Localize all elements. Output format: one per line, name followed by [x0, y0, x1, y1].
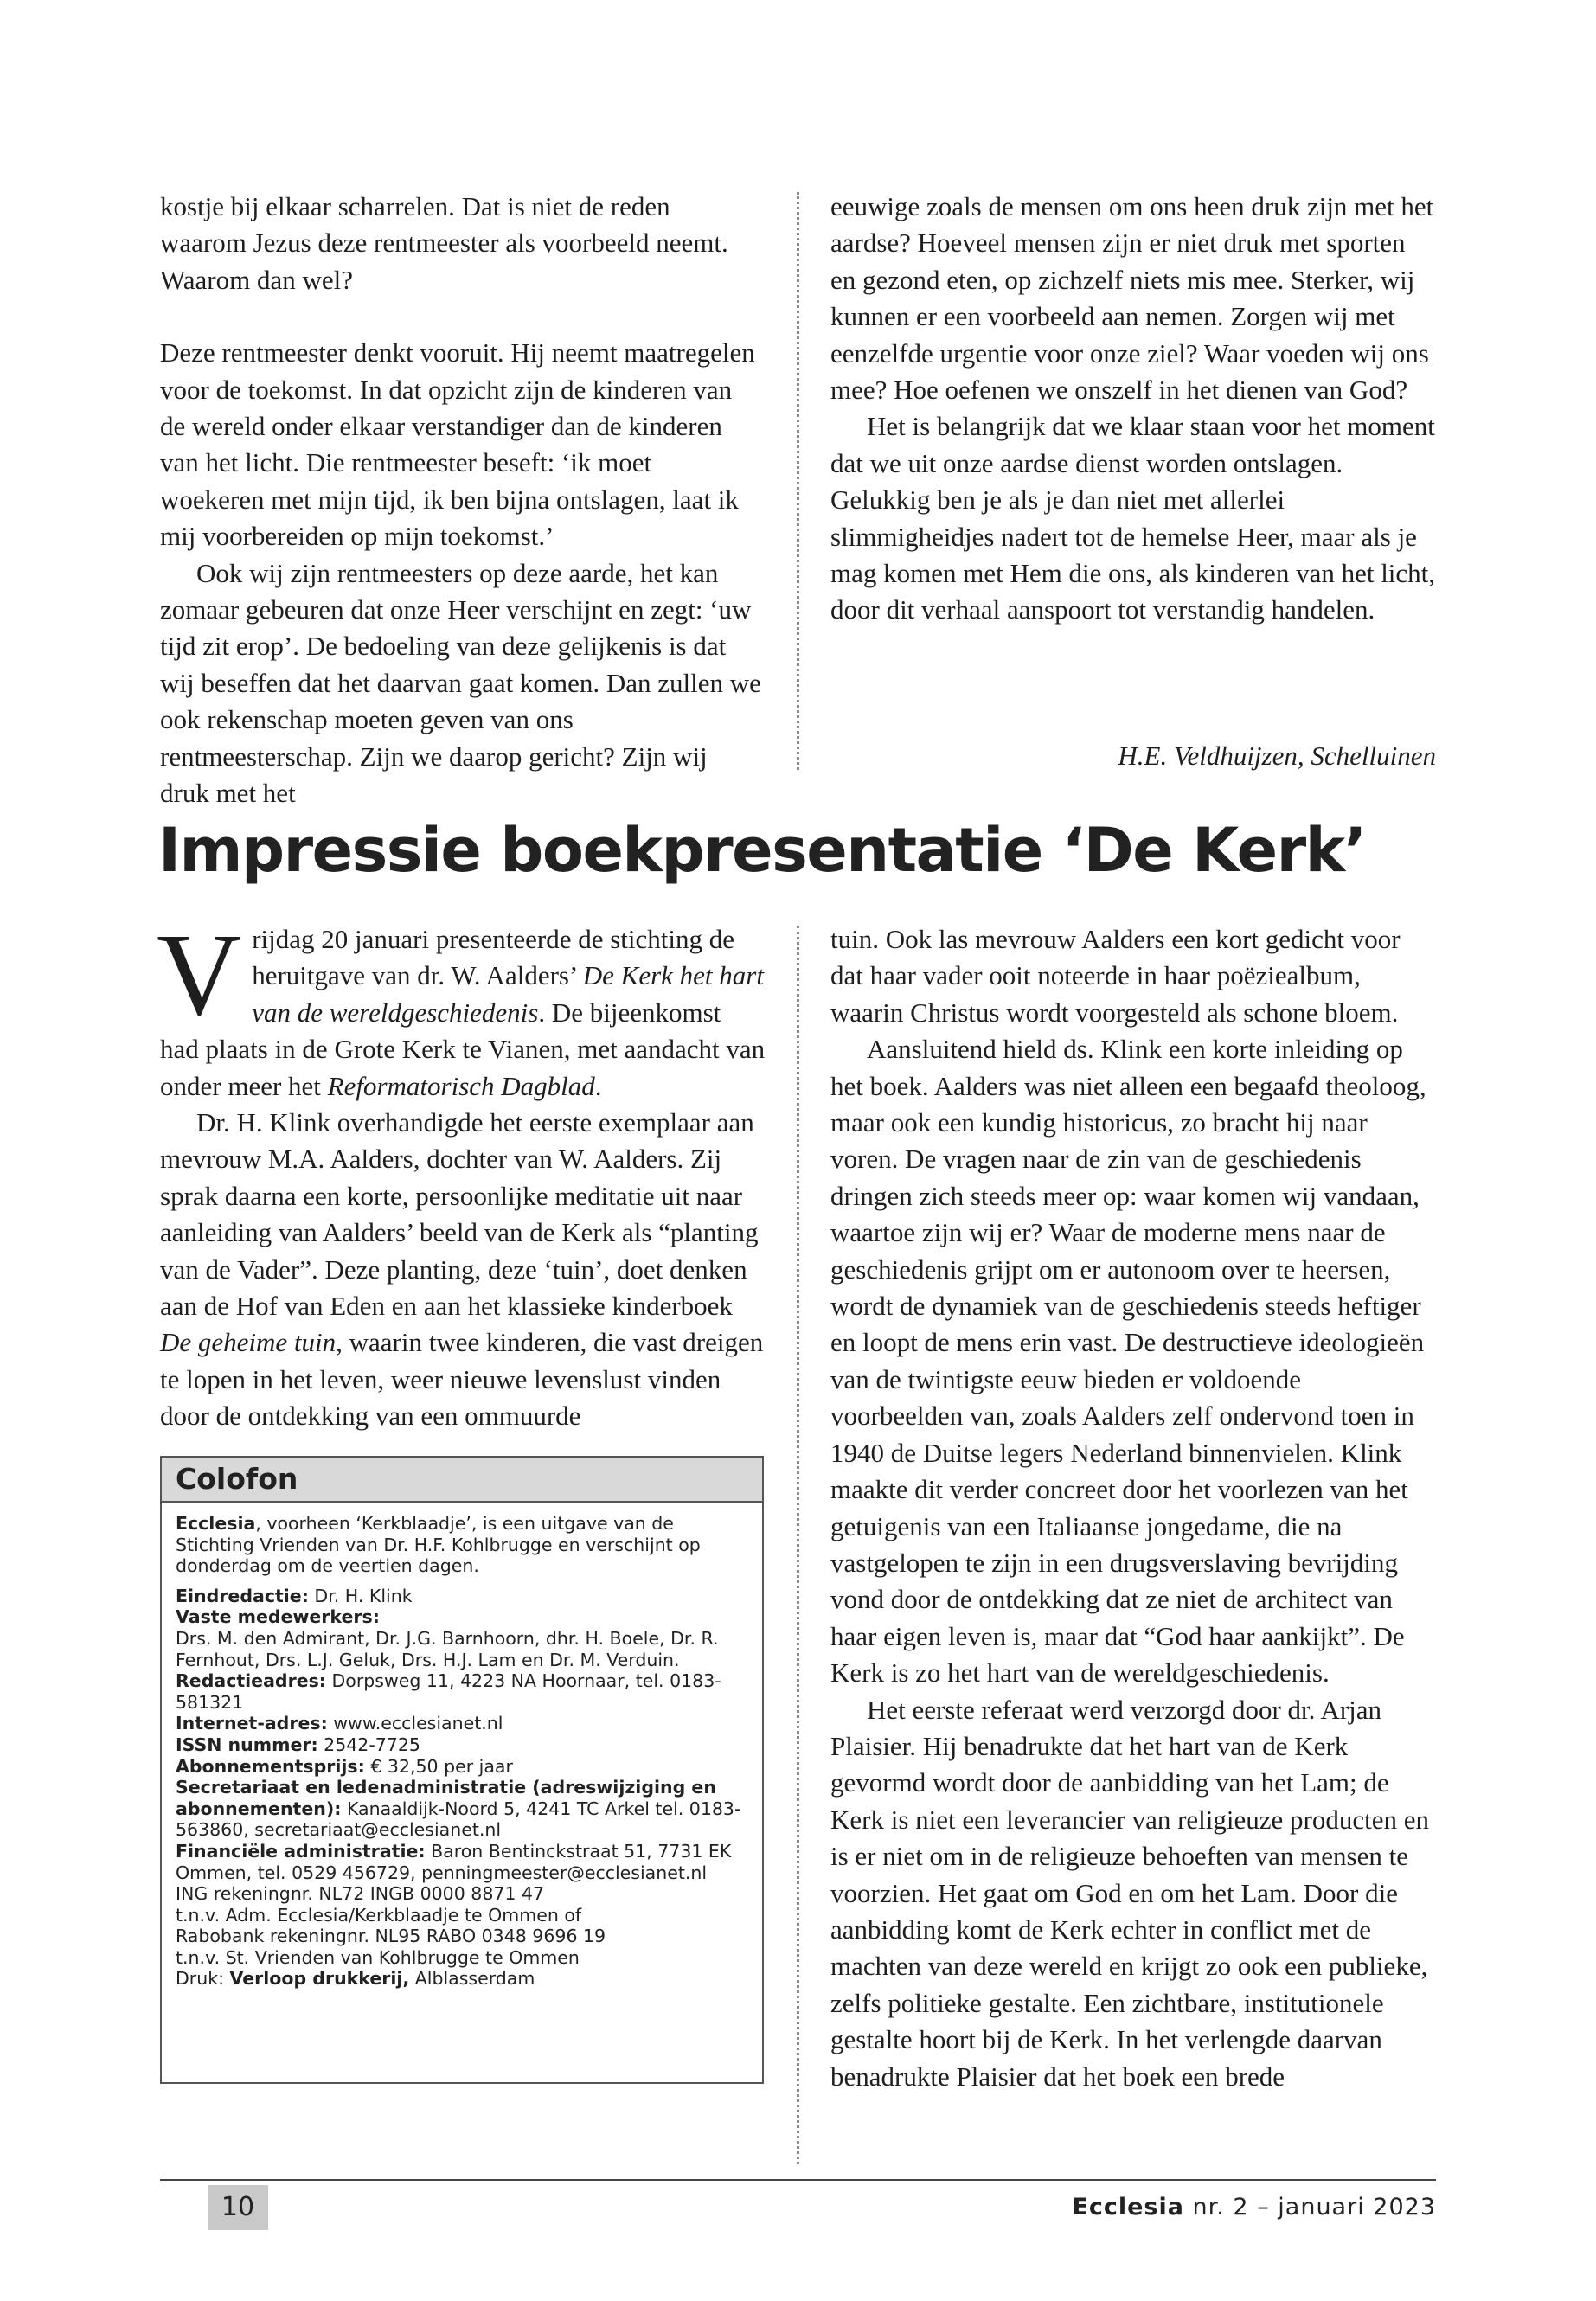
label: Eindredactie:	[176, 1585, 309, 1606]
label: Abonnementsprijs:	[176, 1755, 365, 1777]
footer-rule	[160, 2179, 1436, 2181]
colofon-line	[176, 1777, 748, 1841]
value: Dorpsweg 11, 4223 NA Hoornaar, tel. 0183-581321	[176, 1670, 721, 1713]
paragraph: Het eerste referaat werd verzorgd door dr. Arjan Plaisier. Hij benadrukte dat het hart van de Kerk gevormd wordt door de aanbidding van het Lam; de Kerk is niet een leverancier van religieuze producten en is er niet om in de religieuze behoeften van mensen te voorzien. Het gaat om God en om het Lam. Door die aanbidding komt de Kerk echter in conflict met de machten van deze wereld en krijgt zo ook een publieke, zelfs politieke gestalte. Een zichtbare, institutionele gestalte hoort bij de Kerk. In het verlengde daarvan benadrukte Plaisier dat het boek een brede	[830, 1694, 1429, 2092]
colofon-line: t.n.v. St. Vrienden van Kohlbrugge te Ommen	[176, 1946, 580, 1968]
value: www.ecclesianet.nl	[327, 1713, 503, 1734]
article-title: Impressie boekpresentatie ‘De Kerk’	[158, 815, 1366, 886]
text-run: , voorheen ‘Kerkblaadje’, is een uitgave van de Stichting Vrienden van Dr. H.F. Kohlbrugge en verschijnt op donderdag om de veertien dagen.	[176, 1513, 701, 1577]
colofon-line	[176, 1968, 748, 1990]
paragraph: Het is belangrijk dat we klaar staan voor het moment dat we uit onze aardse dienst worden ontslagen. Gelukkig ben je als je dan niet met allerlei slimmigheidjes nadert tot de hemelse Heer, maar als je mag komen met Hem die ons, als kinderen van het licht, door dit verhaal aanspoort tot verstandig handelen.	[830, 411, 1436, 625]
label: Secretariaat en ledenadministratie (adreswijziging en abonnementen):	[176, 1777, 716, 1819]
paragraph: tuin. Ook las mevrouw Aalders een kort gedicht voor dat haar vader ooit noteerde in haar poëziealbum, waarin Christus wordt voorgesteld als schone bloem.	[830, 924, 1401, 1028]
label: Internet-adres:	[176, 1713, 328, 1734]
colofon-line	[176, 1841, 748, 1883]
text-run: .	[594, 1070, 602, 1101]
colofon-box	[160, 1456, 764, 2084]
colofon-line	[176, 1670, 748, 1713]
article-left-column	[157, 910, 766, 1435]
page-number: 10	[221, 2192, 255, 2222]
text-run: Dr. H. Klink overhandigde het eerste exemplaar aan mevrouw M.A. Aalders, dochter van W. Aalders. Zij sprak daarna een korte, persoonlijke meditatie uit naar aanleiding van Aalders’ beeld van de Kerk als “planting van de Vader”. Deze planting, deze ‘tuin’, doet denken aan de Hof van Eden en aan het klassieke kinderboek	[160, 1107, 759, 1322]
colofon-line: t.n.v. Adm. Ecclesia/Kerkblaadje te Ommen of	[176, 1904, 582, 1926]
magazine-name: Ecclesia	[1072, 2194, 1184, 2221]
book-title: De Kerk het hart van de wereldgeschiedenis	[252, 960, 764, 1028]
author-signature: H.E. Veldhuijzen, Schelluinen	[1118, 740, 1436, 771]
paragraph	[157, 910, 766, 1105]
newspaper-name: Reformatorisch Dagblad	[327, 1070, 595, 1101]
colofon-line: Rabobank rekeningnr. NL95 RABO 0348 9696 19	[176, 1926, 606, 1947]
issue-info: nr. 2 – januari 2023	[1183, 2194, 1436, 2221]
colofon-title: Colofon	[162, 1458, 762, 1503]
paragraph: Aansluitend hield ds. Klink een korte inleiding op het boek. Aalders was niet alleen een begaafd theoloog, maar ook een kundig historicus, zo bracht hij naar voren. De vragen naar de zin van de geschiedenis dringen zich steeds meer op: waar komen wij vandaan, waartoe zijn wij er? Waar de moderne mens naar de geschiedenis grijpt om er autonoom over te heersen, wordt de dynamiek van de geschiedenis steeds heftiger en loopt de mens erin vast. De destructieve ideologieën van de twintigste eeuw bieden er voldoende voorbeelden van, zoals Aalders zelf ondervond toen in 1940 de Duitse legers Nederland binnenvielen. Klink maakte dit verder concreet door het voorlezen van het getuigenis van een Italiaanse jongedame, die na vastgelopen te zijn in een drugsverslaving bevrijding vond door de ontdekking dat ze niet de architect van haar eigen leven is, maar dat “God haar aankijkt”. De Kerk is zo het hart van de wereldgeschiedenis.	[830, 1034, 1426, 1689]
value: 2542-7725	[317, 1734, 420, 1755]
colofon-intro	[176, 1513, 748, 1577]
text-run: . De bijeenkomst had plaats in de Grote Kerk te Vianen, met aandacht van onder meer het	[160, 997, 766, 1101]
paragraph	[160, 1105, 766, 1435]
column-separator	[797, 926, 799, 2164]
top-right-column	[830, 189, 1436, 629]
column-separator	[797, 192, 799, 770]
paragraph: eeuwige zoals de mensen om ons heen druk zijn met het aardse? Hoeveel mensen zijn er niet druk met sporten en gezond eten, op zichzelf niets mis mee. Sterker, wij kunnen er een voorbeeld aan nemen. Zorgen wij met eenzelfde urgentie voor onze ziel? Waar voeden wij ons mee? Hoe oefenen we onszelf in het dienen van God?	[830, 191, 1434, 406]
colofon-line	[176, 1606, 748, 1628]
label: Redactieadres:	[176, 1670, 326, 1692]
paragraph: kostje bij elkaar scharrelen. Dat is niet de reden waarom Jezus deze rentmeester als voorbeeld neemt. Waarom dan wel?	[160, 191, 728, 295]
label: Financiële administratie:	[176, 1840, 426, 1862]
book-title: De geheime tuin	[160, 1327, 337, 1358]
top-left-column	[160, 189, 761, 812]
value: Baron Bentinckstraat 51, 7731 EK Ommen, tel. 0529 456729, penningmeester@ecclesianet.nl	[176, 1840, 732, 1883]
colofon-line	[176, 1756, 748, 1778]
page-number-box	[208, 2185, 268, 2230]
colofon-line: ING rekeningnr. NL72 INGB 0000 8871 47	[176, 1883, 545, 1905]
footer-issue	[1072, 2185, 1436, 2230]
article-right-column	[830, 921, 1436, 2095]
publication-name: Ecclesia	[176, 1513, 256, 1534]
label: Druk:	[176, 1968, 230, 1990]
colofon-line	[176, 1586, 748, 1607]
colofon-line	[176, 1713, 748, 1734]
colofon-body	[162, 1503, 762, 1990]
paragraph: Deze rentmeester denkt vooruit. Hij neemt maatregelen voor de toekomst. In dat opzicht zijn de kinderen van de wereld onder elkaar verstandiger dan de kinderen van het licht. Die rentmeester beseft: ‘ik moet woekeren met mijn tijd, ik ben bijna ontslagen, laat ik mij voorbereiden op mijn toekomst.’	[160, 337, 755, 552]
printer-name: Verloop drukkerij,	[229, 1968, 410, 1990]
colofon-line	[176, 1734, 748, 1756]
value: € 32,50 per jaar	[364, 1755, 513, 1777]
drop-cap: V	[157, 910, 242, 1040]
value: Kanaaldijk-Noord 5, 4241 TC Arkel tel. 0183-563860, secretariaat@ecclesianet.nl	[176, 1798, 741, 1841]
label: ISSN nummer:	[176, 1734, 318, 1755]
text-run: rijdag 20 januari presenteerde de stichting de heruitgave van dr. W. Aalders’	[252, 924, 735, 991]
label: Vaste medewerkers:	[176, 1606, 380, 1628]
paragraph: Ook wij zijn rentmeesters op deze aarde, het kan zomaar gebeuren dat onze Heer verschijnt en zegt: ‘uw tijd zit erop’. De bedoeling van deze gelijkenis is dat wij beseffen dat het daarvan gaat komen. Dan zullen we ook rekenschap moeten geven van ons rentmeesterschap. Zijn we daarop gericht? Zijn wij druk met het	[160, 557, 761, 809]
colofon-line: Drs. M. den Admirant, Dr. J.G. Barnhoorn, dhr. H. Boele, Dr. R. Fernhout, Drs. L.J. Geluk, Drs. H.J. Lam en Dr. M. Verduin.	[176, 1627, 719, 1670]
value: Alblasserdam	[409, 1968, 535, 1990]
text-run: , waarin twee kinderen, die vast dreigen te lopen in het leven, weer nieuwe levenslust vinden door de ontdekking van een ommuurde	[160, 1327, 764, 1432]
value: Dr. H. Klink	[308, 1585, 413, 1606]
